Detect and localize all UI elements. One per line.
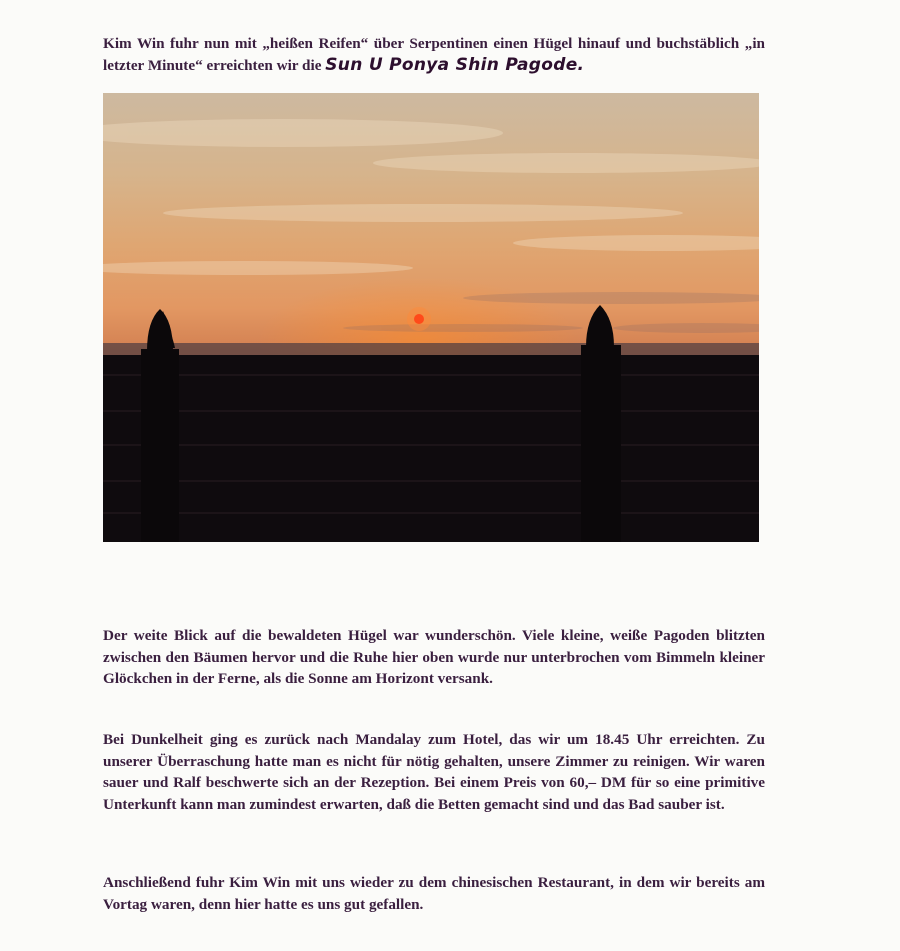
hotel-paragraph: Bei Dunkelheit ging es zurück nach Mandalay zum Hotel, das wir um 18.45 Uhr erreichten. Zu unserer Überraschung hatte man es nicht für nötig gehalten, unsere Zimmer zu reinigen. Wir waren sauer und Ralf beschwerte sich an der Rezeption. Bei einem Preis von 60,– DM für so eine primitive Unterkunft kann man zumindest erwarten, daß die Betten gemacht sind und das Bad sauber ist. — [103, 731, 765, 813]
sunset-photo — [103, 93, 759, 542]
intro-paragraph — [103, 33, 765, 76]
dark-foreground — [103, 355, 759, 542]
view-paragraph: Der weite Blick auf die bewaldeten Hügel war wunderschön. Viele kleine, weiße Pagoden blitzten zwischen den Bäumen hervor und die Ruhe hier oben wurde nur unterbrochen vom Bimmeln kleiner Glöckchen in der Ferne, als die Sonne am Horizont versank. — [103, 627, 765, 687]
sun — [414, 314, 424, 324]
intro-text: Kim Win fuhr nun mit „heißen Reifen“ über Serpentinen einen Hügel hinauf und buchstäblich „in letzter Minute“ erreichten wir die — [103, 35, 765, 74]
restaurant-paragraph: Anschließend fuhr Kim Win mit uns wieder zu dem chinesischen Restaurant, in dem wir bereits am Vortag waren, denn hier hatte es uns gut gefallen. — [103, 874, 765, 913]
horizon-plain — [103, 343, 759, 357]
cloud-bands — [103, 119, 759, 275]
right-finial — [581, 305, 621, 542]
dark-cloud-streaks — [343, 292, 759, 333]
pagoda-name: Sun U Ponya Shin Pagode. — [325, 54, 585, 75]
sunset-scene-illustration — [103, 93, 759, 542]
